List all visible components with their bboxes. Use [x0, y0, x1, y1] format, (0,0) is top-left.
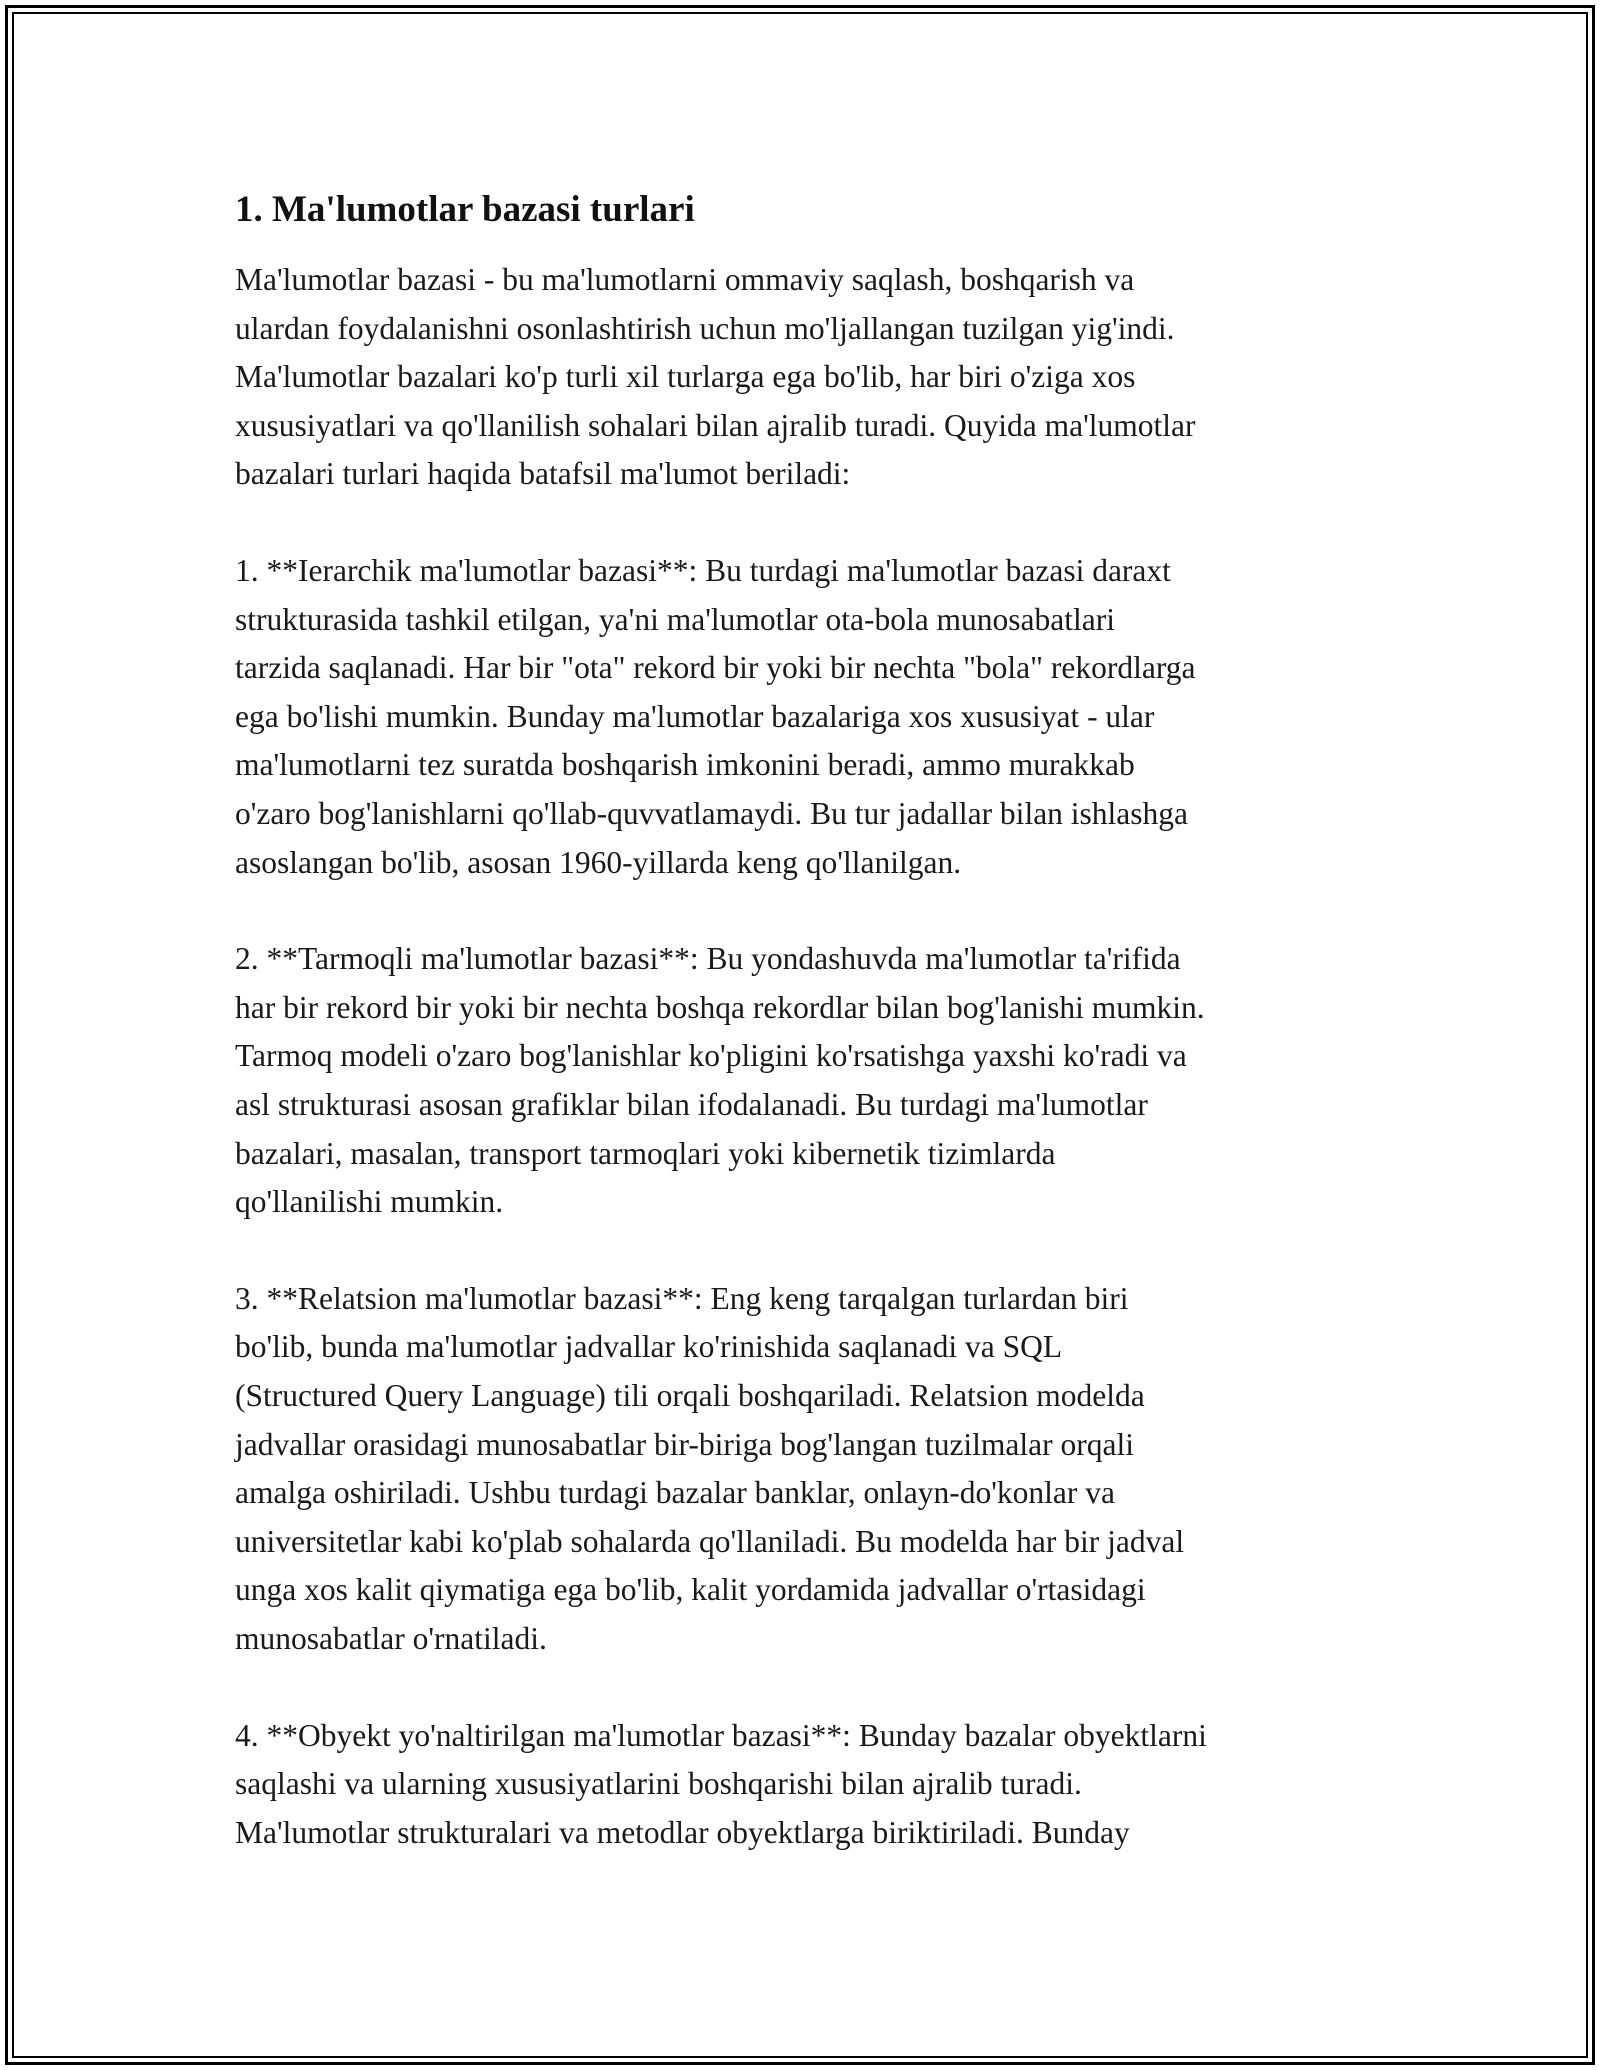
intro-paragraph: Ma'lumotlar bazasi - bu ma'lumotlarni ommaviy saqlash, boshqarish va ulardan foydalanishni osonlashtirish uchun mo'ljallangan tuzilgan yig'indi. Ma'lumotlar bazalari ko'p turli xil turlarga ega bo'lib, har biri o'ziga xos xususiyatlari va qo'llanilish sohalari bilan ajralib turadi. Quyida ma'lumotlar bazalari turlari haqida batafsil ma'lumot beriladi: — [235, 262, 1196, 492]
network-db-paragraph: 2. **Tarmoqli ma'lumotlar bazasi**: Bu yondashuvda ma'lumotlar ta'rifida har bir rekord bir yoki bir nechta boshqa rekordlar bilan bog'lanishi mumkin. Tarmoq modeli o'zaro bog'lanishlar ko'pligini ko'rsatishga yaxshi ko'radi va asl strukturasi asosan grafiklar bilan ifodalanadi. Bu turdagi ma'lumotlar bazalari, masalan, transport tarmoqlari yoki kibernetik tizimlarda qo'llanilishi mumkin. — [235, 941, 1205, 1220]
relational-db-paragraph: 3. **Relatsion ma'lumotlar bazasi**: Eng keng tarqalgan turlardan biri bo'lib, bunda ma'lumotlar jadvallar ko'rinishida saqlanadi va SQL (Structured Query Language) tili orqali boshqariladi. Relatsion modelda jadvallar orasidagi munosabatlar bir-biriga bog'langan tuzilmalar orqali amalga oshiriladi. Ushbu turdagi bazalar banklar, onlayn-do'konlar va universitetlar kabi ko'plab sohalarda qo'llaniladi. Bu modelda har bir jadval unga xos kalit qiymatiga ega bo'lib, kalit yordamida jadvallar o'rtasidagi munosabatlar o'rnatiladi. — [235, 1280, 1185, 1656]
document-title: 1. Ma'lumotlar bazasi turlari — [235, 189, 695, 230]
document-body — [235, 186, 1375, 1905]
hierarchical-db-paragraph: 1. **Ierarchik ma'lumotlar bazasi**: Bu turdagi ma'lumotlar bazasi daraxt strukturasida tashkil etilgan, ya'ni ma'lumotlar ota-bola munosabatlari tarzida saqlanadi. Har bir "ota" rekord bir yoki bir nechta "bola" rekordlarga ega bo'lishi mumkin. Bunday ma'lumotlar bazalariga xos xususiyat - ular ma'lumotlarni tez suratda boshqarish imkonini beradi, ammo murakkab o'zaro bog'lanishlarni qo'llab-quvvatlamaydi. Bu tur jadallar bilan ishlashga asoslangan bo'lib, asosan 1960-yillarda keng qo'llanilgan. — [235, 553, 1196, 880]
object-oriented-db-paragraph: 4. **Obyekt yo'naltirilgan ma'lumotlar bazasi**: Bunday bazalar obyektlarni saqlashi va ularning xususiyatlarini boshqarishi bilan ajralib turadi. Ma'lumotlar strukturalari va metodlar obyektlarga biriktiriladi. Bunday — [235, 1717, 1207, 1850]
